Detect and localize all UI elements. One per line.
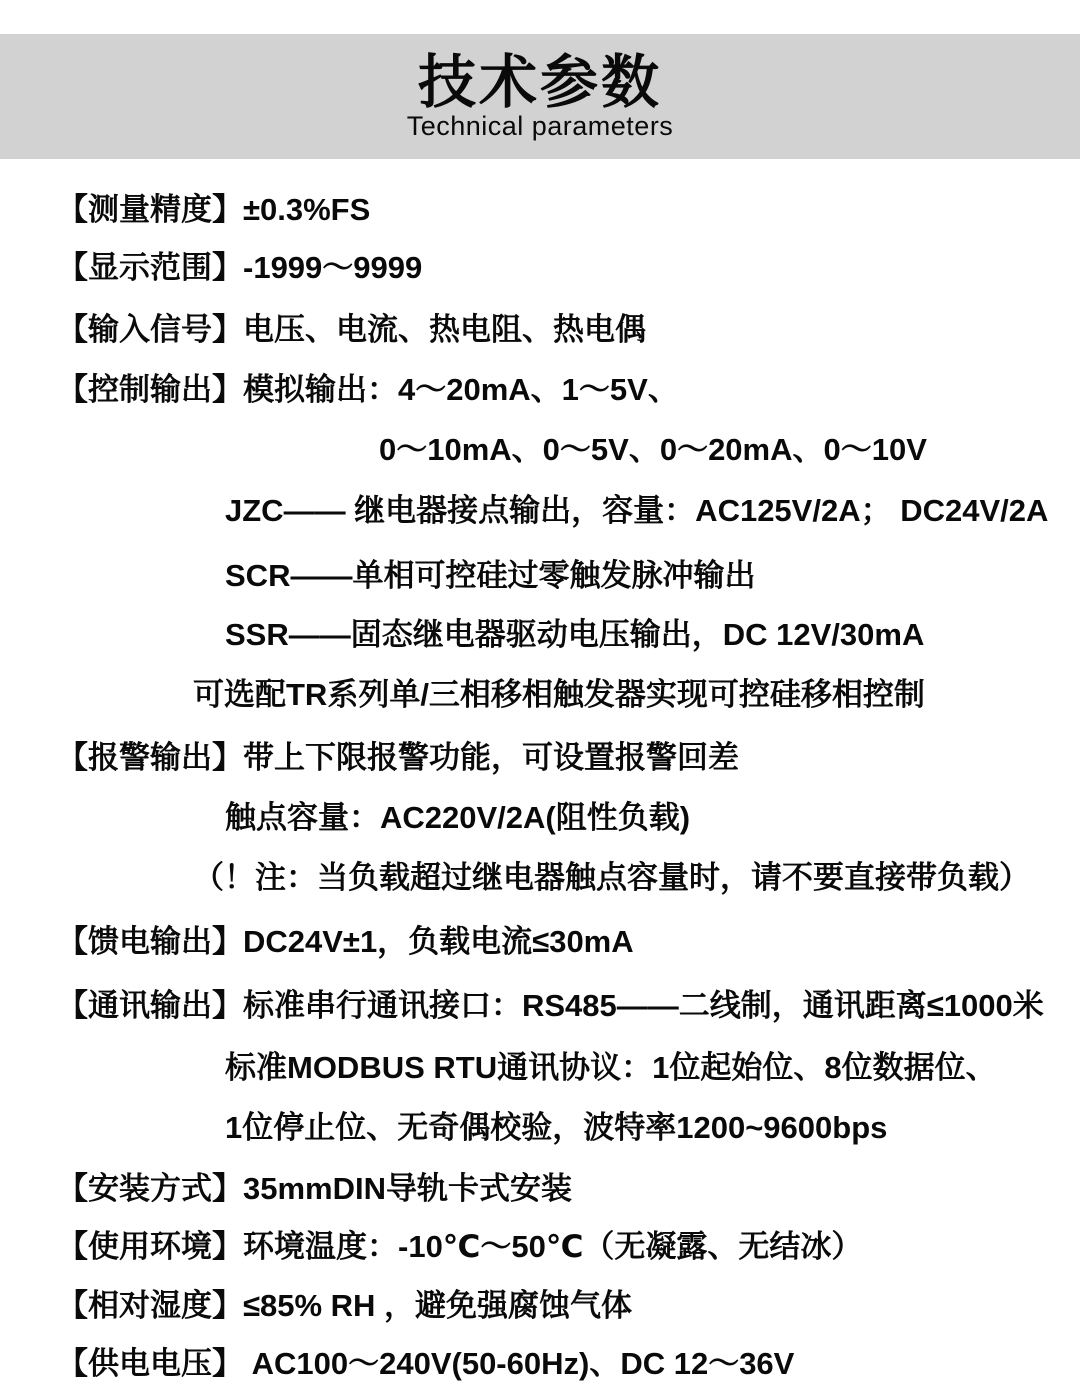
spec-line-control-output: 【控制输出】模拟输出：4～20mA、1～5V、 <box>57 372 679 407</box>
spec-line-modbus-protocol: 标准MODBUS RTU通讯协议：1位起始位、8位数据位、 <box>225 1050 997 1085</box>
spec-line-measure-accuracy: 【测量精度】±0.3%FS <box>57 192 371 227</box>
spec-line-ssr-output: SSR——固态继电器驱动电压输出，DC 12V/30mA <box>225 617 925 652</box>
spec-line-power-supply: 【供电电压】 AC100～240V(50-60Hz)、DC 12～36V <box>57 1346 795 1381</box>
page-subtitle: Technical parameters <box>406 110 674 141</box>
spec-line-scr-output: SCR——单相可控硅过零触发脉冲输出 <box>225 558 756 593</box>
spec-line-comm-output: 【通讯输出】标准串行通讯接口：RS485——二线制，通讯距离≤1000米 <box>57 988 1044 1023</box>
spec-line-relative-humidity: 【相对湿度】≤85% RH ，避免强腐蚀气体 <box>57 1288 633 1323</box>
spec-line-tr-option: 可选配TR系列单/三相移相触发器实现可控硅移相控制 <box>193 677 925 712</box>
spec-line-mounting: 【安装方式】35mmDIN导轨卡式安装 <box>57 1171 572 1206</box>
spec-line-jzc-relay-output: JZC—— 继电器接点输出，容量：AC125V/2A； DC24V/2A <box>225 493 1049 528</box>
spec-line-input-signal: 【输入信号】电压、电流、热电阻、热电偶 <box>57 312 646 347</box>
spec-line-analog-output-cont: 0～10mA、0～5V、0～20mA、0～10V <box>379 432 927 467</box>
spec-line-alarm-output: 【报警输出】带上下限报警功能，可设置报警回差 <box>57 740 739 775</box>
spec-line-operating-environment: 【使用环境】环境温度：-10℃～50℃（无凝露、无结冰） <box>57 1229 863 1264</box>
spec-line-stopbit-baudrate: 1位停止位、无奇偶校验，波特率1200~9600bps <box>225 1110 888 1145</box>
spec-line-overload-note: （！注：当负载超过继电器触点容量时，请不要直接带负载） <box>193 860 1030 895</box>
spec-line-feed-output: 【馈电输出】DC24V±1，负载电流≤30mA <box>57 924 634 959</box>
page-title: 技术参数 <box>417 49 662 115</box>
spec-line-contact-capacity: 触点容量：AC220V/2A(阻性负载) <box>225 800 691 835</box>
spec-line-display-range: 【显示范围】-1999～9999 <box>57 250 423 285</box>
